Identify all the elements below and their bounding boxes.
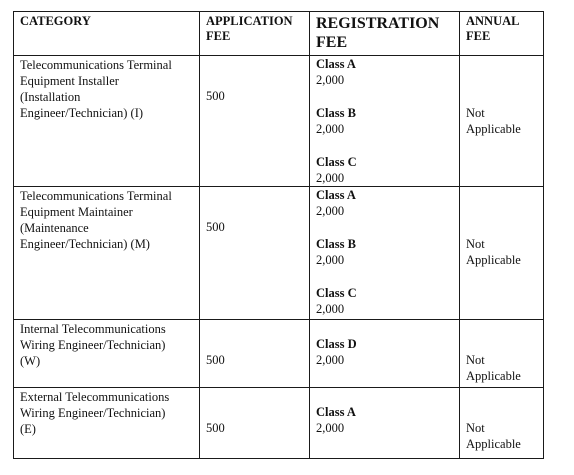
category-line: (Maintenance <box>20 221 89 235</box>
class-label: Class C <box>316 286 357 300</box>
category-line: Internal Telecommunications <box>20 322 166 336</box>
application-fee-cell <box>200 187 310 320</box>
registration-fee-cell <box>310 56 460 187</box>
header-category <box>14 12 200 56</box>
category-line: Equipment Maintainer <box>20 205 133 219</box>
application-fee-cell <box>200 388 310 459</box>
class-label: Class A <box>316 405 356 419</box>
class-label: Class D <box>316 337 357 351</box>
class-label: Class A <box>316 57 356 71</box>
header-application-line2: FEE <box>206 29 231 43</box>
category-cell <box>14 320 200 388</box>
annual-fee-line2: Applicable <box>466 369 521 383</box>
annual-fee-line2: Applicable <box>466 437 521 451</box>
header-application-fee <box>200 12 310 56</box>
category-line: Telecommunications Terminal <box>20 189 172 203</box>
category-cell <box>14 187 200 320</box>
class-label: Class B <box>316 237 356 251</box>
annual-fee-line1: Not <box>466 421 485 435</box>
class-label: Class C <box>316 155 357 169</box>
class-amount: 2,000 <box>316 302 345 316</box>
registration-fee-cell <box>310 320 460 388</box>
category-line: (Installation <box>20 90 81 104</box>
class-amount: 2,000 <box>316 171 345 185</box>
header-category-text: CATEGORY <box>20 14 91 28</box>
category-line: (W) <box>20 354 41 368</box>
table-row <box>14 56 544 187</box>
annual-fee-cell <box>460 320 544 388</box>
annual-fee-line1: Not <box>466 237 485 251</box>
application-fee-value: 500 <box>206 89 225 103</box>
class-amount: 2,000 <box>316 353 345 367</box>
category-line: Telecommunications Terminal <box>20 58 172 72</box>
table-row <box>14 320 544 388</box>
category-cell <box>14 388 200 459</box>
category-line: Equipment Installer <box>20 74 119 88</box>
application-fee-cell <box>200 320 310 388</box>
application-fee-value: 500 <box>206 220 225 234</box>
annual-fee-line1: Not <box>466 106 485 120</box>
annual-fee-cell <box>460 187 544 320</box>
header-registration-fee <box>310 12 460 56</box>
annual-fee-line1: Not <box>466 353 485 367</box>
header-application-line1: APPLICATION <box>206 14 293 28</box>
annual-fee-line2: Applicable <box>466 253 521 267</box>
class-amount: 2,000 <box>316 122 345 136</box>
header-registration-line1: REGISTRATION <box>316 15 440 32</box>
category-line: Engineer/Technician) (M) <box>20 237 150 251</box>
category-line: (E) <box>20 422 36 436</box>
category-line: External Telecommunications <box>20 390 170 404</box>
header-row <box>14 12 544 56</box>
class-amount: 2,000 <box>316 253 345 267</box>
header-annual-line2: FEE <box>466 29 491 43</box>
application-fee-value: 500 <box>206 353 225 367</box>
registration-fee-cell <box>310 187 460 320</box>
class-amount: 2,000 <box>316 204 345 218</box>
application-fee-cell <box>200 56 310 187</box>
category-line: Wiring Engineer/Technician) <box>20 406 166 420</box>
class-label: Class B <box>316 106 356 120</box>
annual-fee-cell <box>460 56 544 187</box>
application-fee-value: 500 <box>206 421 225 435</box>
header-registration-line2: FEE <box>316 34 348 51</box>
class-amount: 2,000 <box>316 73 345 87</box>
registration-fee-cell <box>310 388 460 459</box>
class-amount: 2,000 <box>316 421 345 435</box>
header-annual-fee <box>460 12 544 56</box>
category-cell <box>14 56 200 187</box>
annual-fee-line2: Applicable <box>466 122 521 136</box>
category-line: Wiring Engineer/Technician) <box>20 338 166 352</box>
category-line: Engineer/Technician) (I) <box>20 106 144 120</box>
header-annual-line1: ANNUAL <box>466 14 520 28</box>
class-label: Class A <box>316 188 356 202</box>
table-row <box>14 187 544 320</box>
annual-fee-cell <box>460 388 544 459</box>
table-row <box>14 388 544 459</box>
fee-table <box>13 11 544 459</box>
